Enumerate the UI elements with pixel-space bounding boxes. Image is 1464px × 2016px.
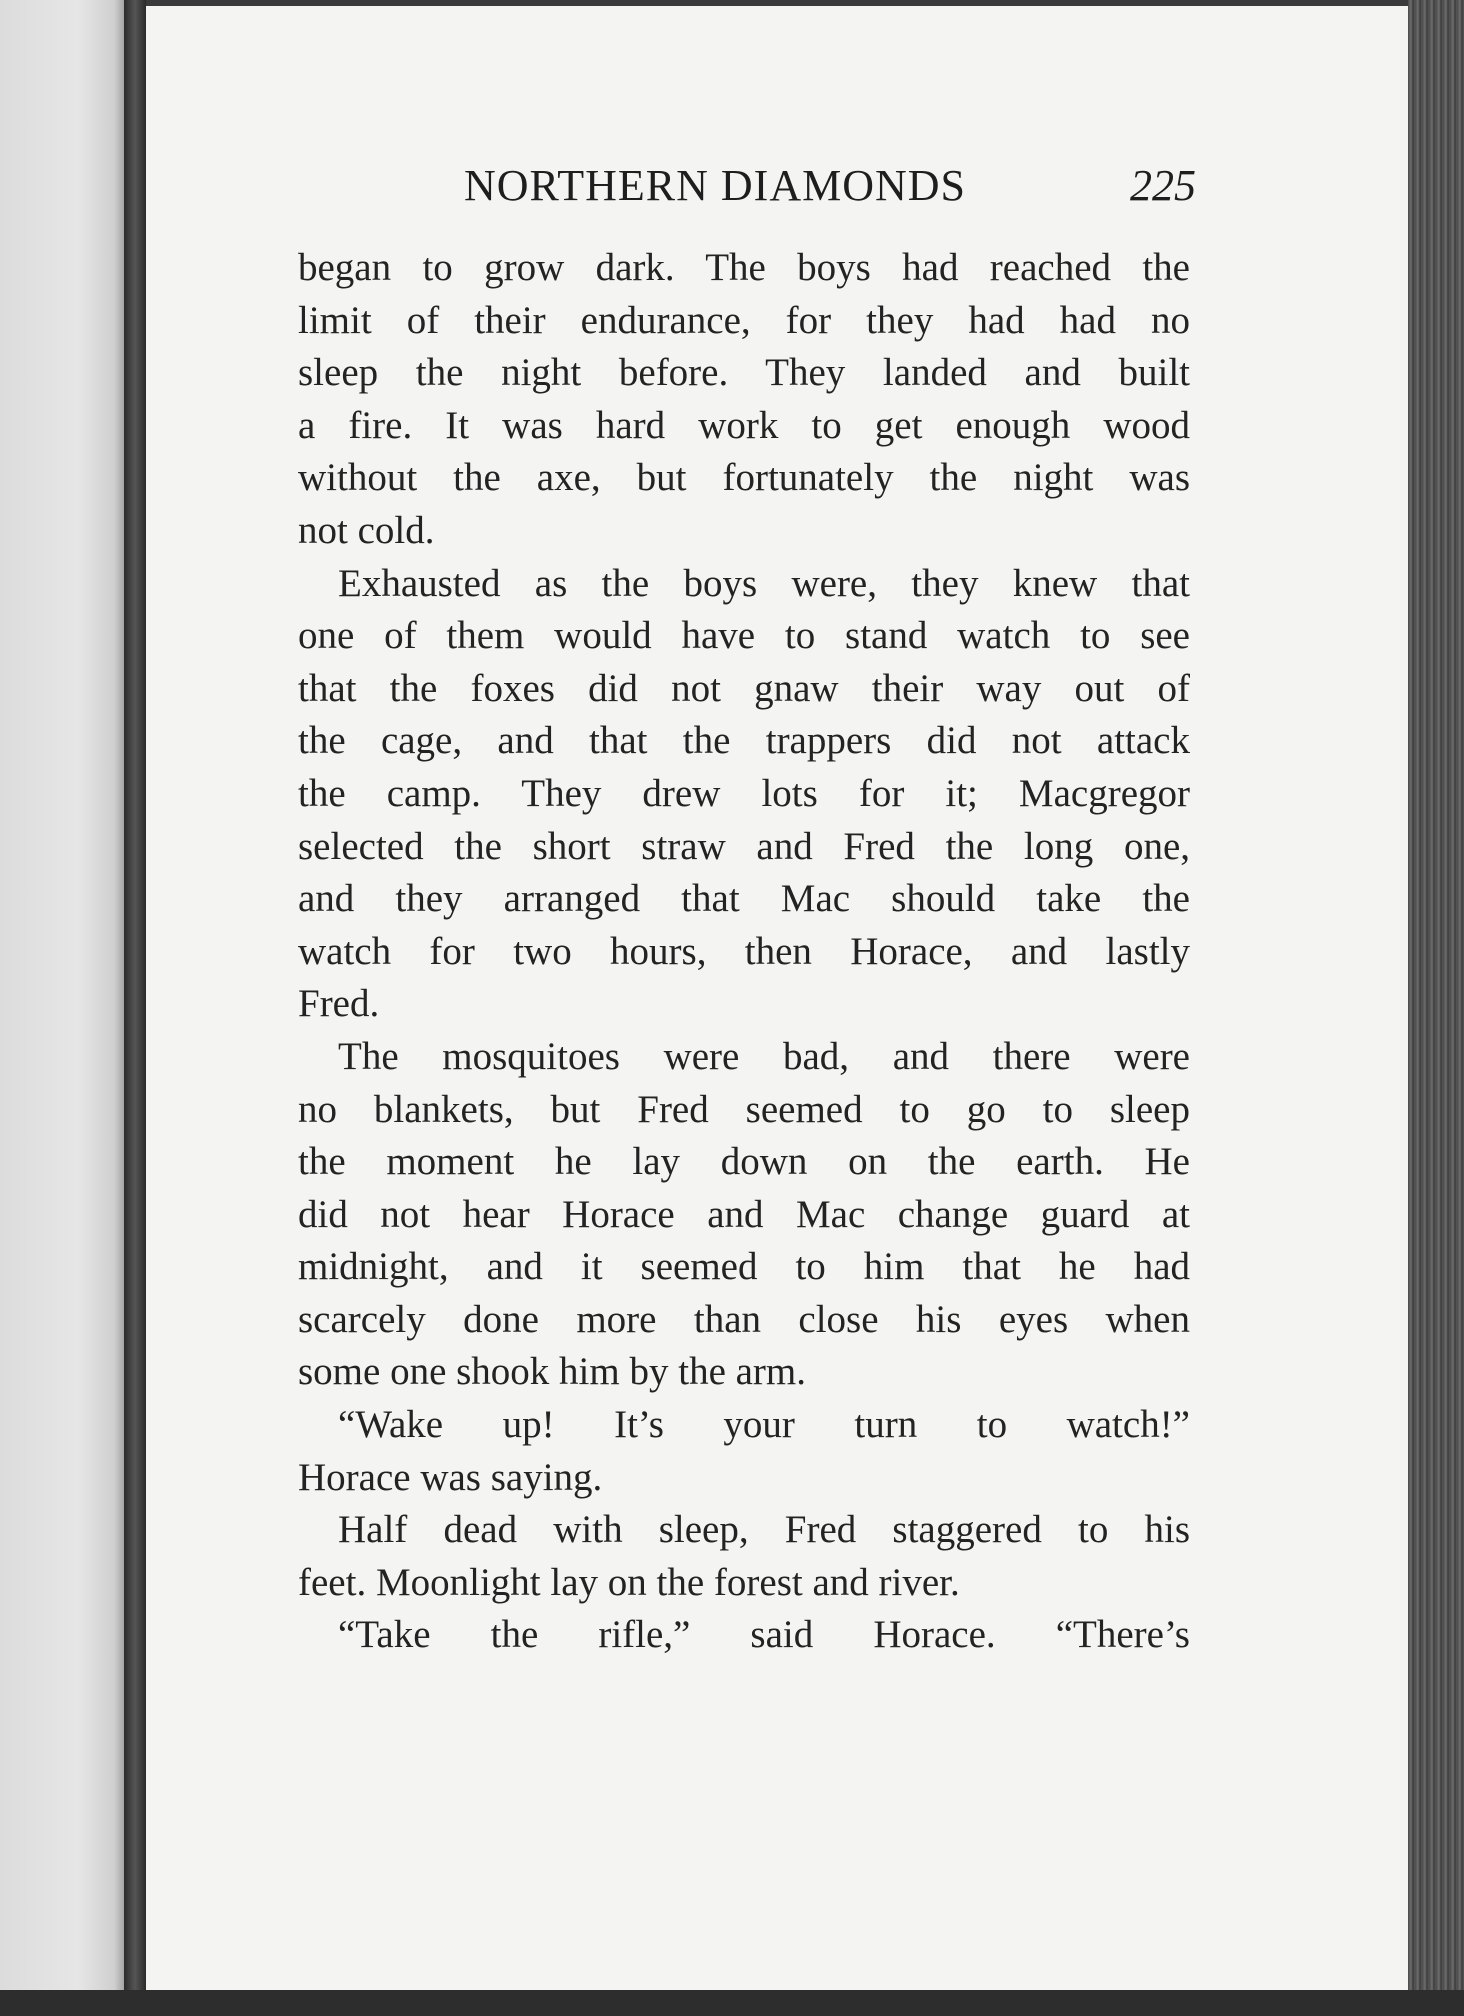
text-line: no blankets, but Fred seemed to go to sleep xyxy=(298,1087,1190,1131)
body-text xyxy=(298,242,1190,1662)
text-line: sleep the night before. They landed and built xyxy=(298,351,1190,395)
text-line: The mosquitoes were bad, and there were xyxy=(338,1034,1190,1078)
running-title: NORTHERN DIAMONDS xyxy=(464,161,967,210)
previous-page-edge xyxy=(0,0,130,2016)
text-line: began to grow dark. The boys had reached the xyxy=(298,246,1190,289)
text-line: Horace was saying. xyxy=(298,1455,603,1499)
text-line: watch for two hours, then Horace, and lastly xyxy=(298,929,1190,973)
running-header xyxy=(460,160,1196,220)
text-line: did not hear Horace and Mac change guard at xyxy=(298,1192,1190,1236)
text-line: the cage, and that the trappers did not attack xyxy=(298,719,1190,763)
text-line: one of them would have to stand watch to see xyxy=(298,614,1190,658)
paragraph xyxy=(298,1609,1190,1662)
text-line: and they arranged that Mac should take the xyxy=(298,877,1190,921)
paragraph xyxy=(298,558,1190,1031)
page-number: 225 xyxy=(1130,161,1196,210)
text-line: Exhausted as the boys were, they knew that xyxy=(338,561,1190,605)
text-line: Fred. xyxy=(298,982,380,1026)
paragraph xyxy=(298,1504,1190,1609)
text-line: selected the short straw and Fred the long one, xyxy=(298,824,1190,868)
text-line: scarcely done more than close his eyes when xyxy=(298,1297,1190,1341)
text-line: without the axe, but fortunately the night was xyxy=(298,456,1190,500)
paragraph xyxy=(298,1399,1190,1504)
text-line: that the foxes did not gnaw their way out of xyxy=(298,666,1190,710)
text-line: “Take the rifle,” said Horace. “There’s xyxy=(338,1613,1190,1657)
text-line: limit of their endurance, for they had had no xyxy=(298,298,1190,342)
text-line: a fire. It was hard work to get enough wood xyxy=(298,403,1190,447)
bottom-shadow xyxy=(0,1990,1464,2016)
page-stack-edges xyxy=(1408,0,1464,2016)
text-line: midnight, and it seemed to him that he had xyxy=(298,1245,1190,1289)
text-line: feet. Moonlight lay on the forest and river. xyxy=(298,1560,960,1604)
paragraph xyxy=(298,1031,1190,1399)
text-line: the moment he lay down on the earth. He xyxy=(298,1140,1190,1184)
text-line: some one shook him by the arm. xyxy=(298,1350,807,1394)
text-line: the camp. They drew lots for it; Macgregor xyxy=(298,771,1190,815)
paragraph xyxy=(298,242,1190,558)
book-gutter xyxy=(124,0,146,2016)
text-line: not cold. xyxy=(298,508,435,552)
text-line: “Wake up! It’s your turn to watch!” xyxy=(338,1403,1190,1447)
text-line: Half dead with sleep, Fred staggered to his xyxy=(338,1508,1190,1552)
